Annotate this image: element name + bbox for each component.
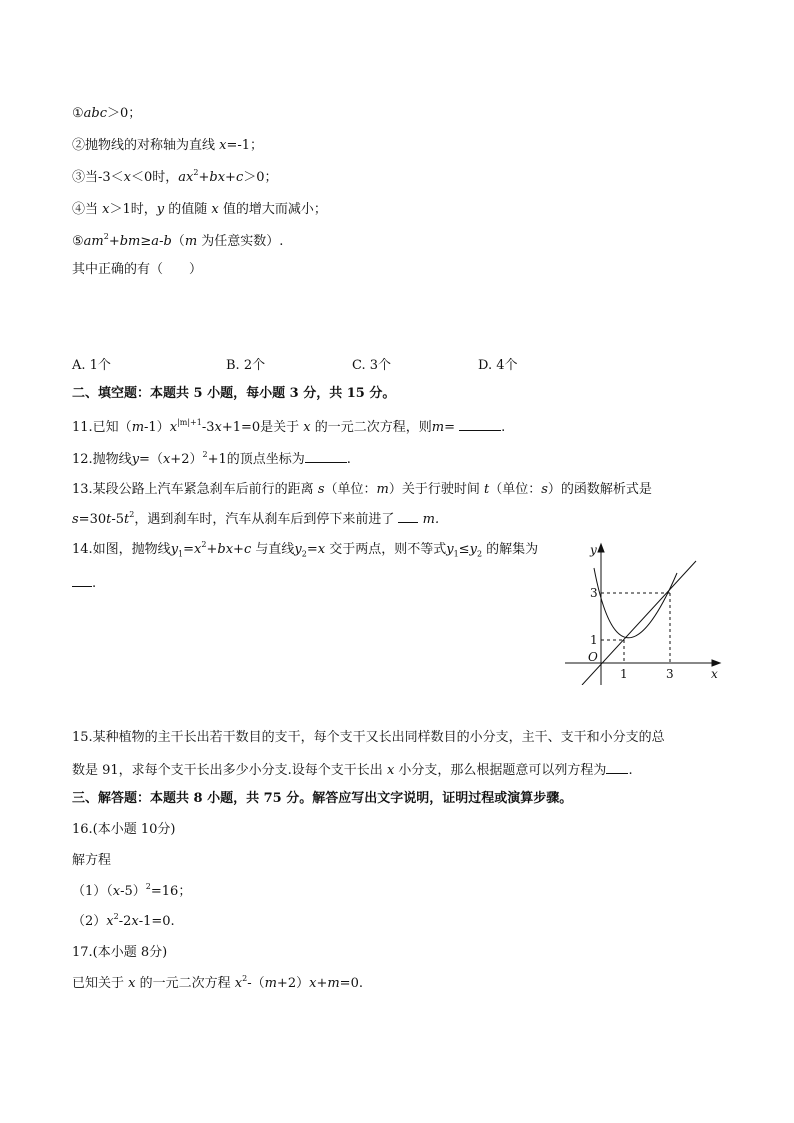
tick-label-x1: 1 — [620, 667, 628, 681]
option-d: D. 4个 — [478, 358, 518, 373]
question-prompt: 其中正确的有（ ） — [72, 262, 203, 277]
statement-1: ①abc＞0； — [72, 106, 142, 121]
x-axis-label: x — [711, 667, 718, 681]
origin-label: O — [588, 650, 598, 664]
question-13-line-1: 13.某段公路上汽车紧急刹车后前行的距离 s（单位：m）关于行驶时间 t（单位：s）的函数解析式是 — [72, 482, 652, 497]
question-17-stem: 已知关于 x 的一元二次方程 $x^2-(m+2)x+m=0$. — [72, 973, 363, 991]
statement-2: ②抛物线的对称轴为直线 x=-1； — [72, 138, 264, 153]
tick-label-y1: 1 — [590, 633, 598, 647]
tick-label-y3: 3 — [590, 586, 598, 600]
question-16-instruction: 解方程 — [72, 853, 112, 868]
question-14: 14.如图，抛物线$y_1=x^2+bx+c$ 与直线$y_2=x$ 交于两点，则不等式$y_1\le y_2$ 的解集为 — [72, 539, 539, 559]
question-13-line-2: $s=30t-5t^2$，遇到刹车时，汽车从刹车后到停下来前进了 m. — [72, 509, 440, 527]
answer-blank — [459, 418, 501, 431]
question-11: 11.已知$(m-1)x^{|m|+1}-3x+1=0$是关于 x 的一元二次方程，则m= . — [72, 417, 506, 435]
parabola-line-graph — [560, 535, 760, 685]
y-axis-arrow — [598, 544, 604, 552]
question-12: 12.抛物线$y=(x+2)^2+1$的顶点坐标为 . — [72, 449, 351, 467]
statement-5: $⑤am^2+bm\ge a-b(m$ 为任意实数）. — [72, 231, 284, 249]
question-15-line-1: 15.某种植物的主干长出若干数目的支干，每个支干又长出同样数目的小分支，主干、支干和小分支的总 — [72, 730, 665, 745]
tick-label-x3: 3 — [666, 667, 674, 681]
question-14-blank-line: . — [72, 574, 96, 592]
option-b: B. 2个 — [226, 358, 266, 373]
question-16-heading: 16.(本小题 10分) — [72, 822, 176, 837]
section-3-heading: 三、解答题：本题共 8 小题，共 75 分。解答应写出文字说明，证明过程或演算步骤。 — [72, 791, 573, 806]
answer-blank — [606, 761, 628, 774]
question-16-part-2: $(2)x^2-2x-1=0$. — [72, 911, 175, 929]
x-axis-arrow — [712, 660, 720, 666]
question-17-heading: 17.(本小题 8分) — [72, 945, 168, 960]
section-2-heading: 二、填空题：本题共 5 小题，每小题 3 分，共 15 分。 — [72, 386, 396, 401]
question-16-part-1: $(1)(x-5)^2=16$； — [72, 881, 192, 899]
option-c: C. 3个 — [352, 358, 392, 373]
option-a: A. 1个 — [72, 358, 111, 373]
y-axis-label: y — [590, 543, 597, 557]
statement-4: ④当 x＞1时，y 的值随 x 值的增大而减小； — [72, 202, 327, 217]
answer-blank — [305, 450, 347, 463]
statement-3: ③当-3＜x＜0时，$ax^2+bx+c>0$； — [72, 167, 278, 185]
line-y2 — [582, 561, 696, 685]
answer-blank — [398, 510, 418, 523]
question-15-line-2: 数是 91，求每个支干长出多少小分支.设每个支干长出 x 小分支，那么根据题意可以列方程为 . — [72, 763, 633, 778]
answer-blank — [72, 574, 92, 587]
